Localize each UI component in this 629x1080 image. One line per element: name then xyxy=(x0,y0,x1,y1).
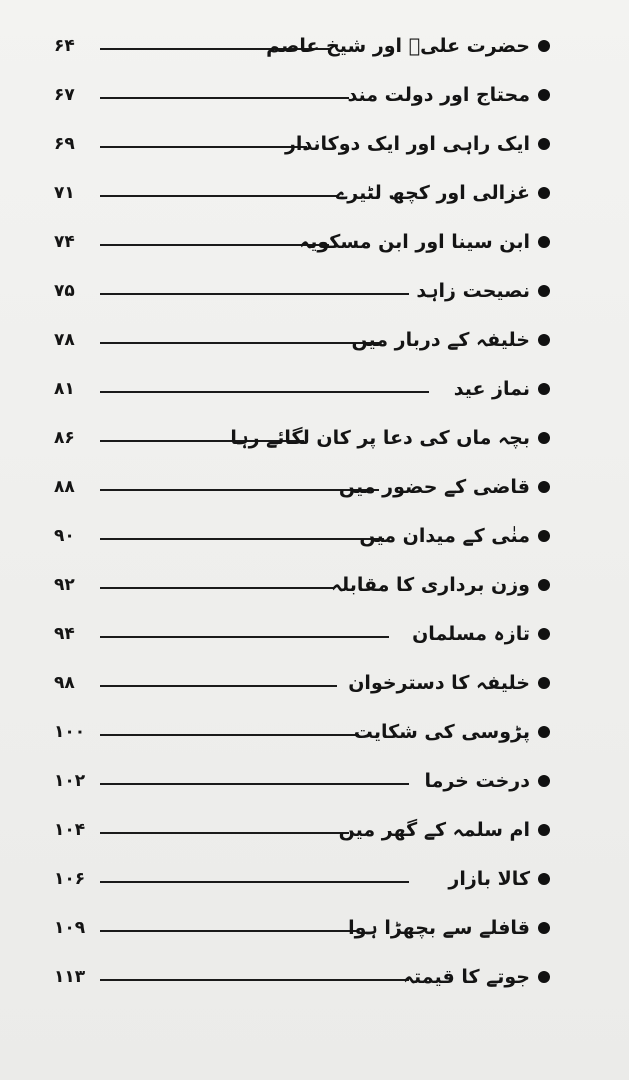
toc-entry-page: ۹۲ xyxy=(54,575,75,595)
leader-line xyxy=(100,930,359,932)
toc-entry-page: ۶۹ xyxy=(54,134,75,154)
toc-entry xyxy=(0,467,629,507)
toc-entry-title: خلیفہ کے دربار میں xyxy=(351,329,530,351)
bullet-icon xyxy=(538,726,550,738)
toc-entry-title: نصیحت زاہد xyxy=(416,280,530,302)
toc-entry-title: وزن برداری کا مقابلہ xyxy=(330,574,530,596)
toc-entry-page: ۷۴ xyxy=(54,232,75,252)
toc-entry-page: ۸۶ xyxy=(54,428,75,448)
bullet-icon xyxy=(538,236,550,248)
bullet-icon xyxy=(538,971,550,983)
toc-entry-title: غزالی اور کچھ لٹیرے xyxy=(336,182,530,204)
toc-entry xyxy=(0,565,629,605)
leader-line xyxy=(100,195,339,197)
bullet-icon xyxy=(538,628,550,640)
leader-line xyxy=(100,881,409,883)
toc-entry-title: درخت خرما xyxy=(424,770,530,792)
toc-entry-title: حضرت علیؑ اور شیخ عاصم xyxy=(266,35,530,57)
leader-line xyxy=(100,979,409,981)
leader-line xyxy=(100,783,409,785)
toc-entry-title: خلیفہ کا دسترخوان xyxy=(348,672,530,694)
leader-line xyxy=(100,146,307,148)
leader-line xyxy=(100,685,337,687)
leader-line xyxy=(100,636,389,638)
bullet-icon xyxy=(538,89,550,101)
toc-entry-title: قاضی کے حضور میں xyxy=(338,476,530,498)
toc-entry-title: بچہ ماں کی دعا پر کان لگائے رہا xyxy=(230,427,530,449)
bullet-icon xyxy=(538,579,550,591)
toc-entry-title: پڑوسی کی شکایت xyxy=(353,721,530,743)
toc-entry xyxy=(0,271,629,311)
bullet-icon xyxy=(538,481,550,493)
toc-entry-title: منٰی کے میدان میں xyxy=(359,525,530,547)
bullet-icon xyxy=(538,383,550,395)
toc-entry-page: ۶۴ xyxy=(54,36,75,56)
toc-entry-page: ۷۸ xyxy=(54,330,75,350)
toc-entry-title: ام سلمہ کے گھر میں xyxy=(338,819,530,841)
toc-entry xyxy=(0,124,629,164)
toc-entry-page: ۱۰۰ xyxy=(54,722,86,742)
leader-line xyxy=(100,587,334,589)
toc-entry-page: ۱۱۳ xyxy=(54,967,86,987)
toc-entry xyxy=(0,418,629,458)
bullet-icon xyxy=(538,922,550,934)
toc-entry-title: ابن سینا اور ابن مسکویہ xyxy=(299,231,530,253)
toc-entry xyxy=(0,908,629,948)
leader-line xyxy=(100,342,379,344)
bullet-icon xyxy=(538,873,550,885)
toc-entry-title: نماز عید xyxy=(453,378,530,400)
toc-entry-title: جوتے کا قیمتہ xyxy=(402,966,530,988)
toc-entry-page: ۹۴ xyxy=(54,624,75,644)
bullet-icon xyxy=(538,775,550,787)
toc-entry-page: ۱۰۲ xyxy=(54,771,86,791)
toc-entry xyxy=(0,75,629,115)
leader-line xyxy=(100,734,359,736)
toc-entry-page: ۱۰۴ xyxy=(54,820,86,840)
toc-entry xyxy=(0,810,629,850)
leader-line xyxy=(100,832,349,834)
toc-entry xyxy=(0,712,629,752)
toc-entry-page: ۶۷ xyxy=(54,85,75,105)
bullet-icon xyxy=(538,187,550,199)
toc-entry-title: ایک راہی اور ایک دوکاندار xyxy=(284,133,530,155)
bullet-icon xyxy=(538,285,550,297)
toc-entry xyxy=(0,173,629,213)
toc-entry xyxy=(0,222,629,262)
toc-entry xyxy=(0,614,629,654)
toc-entry xyxy=(0,516,629,556)
bullet-icon xyxy=(538,824,550,836)
toc-entry-title: کالا بازار xyxy=(448,868,530,890)
leader-line xyxy=(100,293,409,295)
toc-entry-title: محتاج اور دولت مند xyxy=(347,84,530,106)
leader-line xyxy=(100,391,429,393)
leader-line xyxy=(100,97,349,99)
toc-entry-title: تازہ مسلمان xyxy=(412,623,530,645)
toc-entry-page: ۹۸ xyxy=(54,673,75,693)
toc-entry-page: ۹۰ xyxy=(54,526,75,546)
toc-entry xyxy=(0,320,629,360)
toc-entry-page: ۱۰۶ xyxy=(54,869,86,889)
bullet-icon xyxy=(538,677,550,689)
toc-entry-page: ۸۸ xyxy=(54,477,75,497)
toc-entry xyxy=(0,663,629,703)
toc-entry xyxy=(0,957,629,997)
toc-entry-page: ۸۱ xyxy=(54,379,75,399)
toc-entry-page: ۷۱ xyxy=(54,183,75,203)
bullet-icon xyxy=(538,334,550,346)
leader-line xyxy=(100,538,384,540)
toc-entry-title: قافلے سے بچھڑا ہوا xyxy=(348,917,530,939)
toc-entry xyxy=(0,859,629,899)
toc-entry-page: ۱۰۹ xyxy=(54,918,86,938)
toc-entry-page: ۷۵ xyxy=(54,281,75,301)
bullet-icon xyxy=(538,530,550,542)
bullet-icon xyxy=(538,138,550,150)
bullet-icon xyxy=(538,40,550,52)
toc-entry xyxy=(0,26,629,66)
toc-entry xyxy=(0,369,629,409)
table-of-contents xyxy=(0,26,629,1026)
toc-entry xyxy=(0,761,629,801)
bullet-icon xyxy=(538,432,550,444)
